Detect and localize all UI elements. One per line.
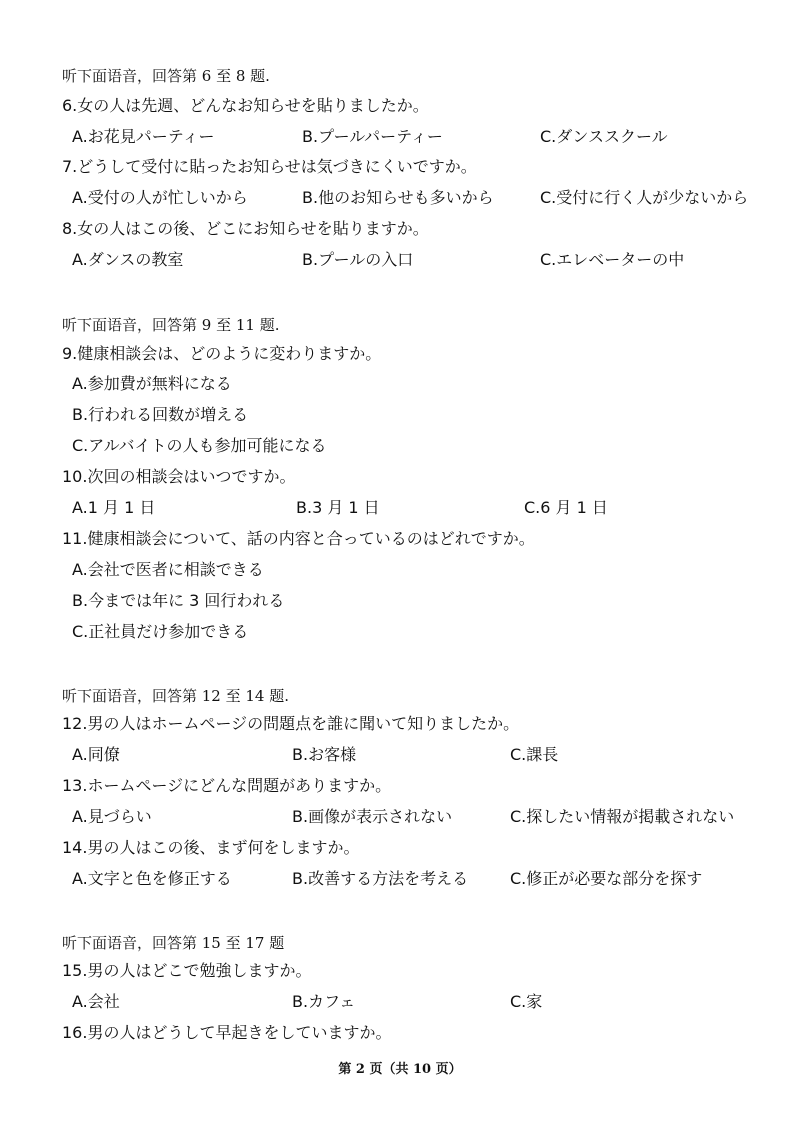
option-11b: B.今までは年に 3 回行われる [72,591,285,610]
option-6c: C.ダンススクール [540,127,668,146]
option-14c: C.修正が必要な部分を探す [510,869,703,888]
option-11c: C.正社員だけ参加できる [72,622,249,641]
question-8: 8.女の人はこの後、どこにお知らせを貼りますか。 [62,219,429,238]
option-6b: B.プールパーティー [302,127,443,146]
question-14: 14.男の人はこの後、まず何をしますか。 [62,838,360,857]
option-7c: C.受付に行く人が少ないから [540,188,749,207]
option-9b: B.行われる回数が増える [72,405,249,424]
question-15: 15.男の人はどこで勉強しますか。 [62,961,312,980]
option-10b: B.3 月 1 日 [296,498,380,517]
question-16: 16.男の人はどうして早起きをしていますか。 [62,1023,392,1042]
option-9c: C.アルバイトの人も参加可能になる [72,436,327,455]
option-15a: A.会社 [72,992,120,1011]
option-10a: A.1 月 1 日 [72,498,156,517]
section-instruction: 听下面语音，回答第 9 至 11 题. [62,316,280,334]
section-instruction: 听下面语音，回答第 12 至 14 题. [62,687,290,705]
option-10c: C.6 月 1 日 [524,498,608,517]
option-13c: C.探したい情報が掲載されない [510,807,735,826]
section-instruction: 听下面语音，回答第 6 至 8 题. [62,67,270,85]
section-instruction: 听下面语音，回答第 15 至 17 题 [62,934,285,952]
question-6: 6.女の人は先週、どんなお知らせを貼りましたか。 [62,96,429,115]
question-10: 10.次回の相談会はいつですか。 [62,467,296,486]
option-14a: A.文字と色を修正する [72,869,232,888]
page-number-footer: 第 2 页（共 10 页） [338,1062,462,1077]
question-7: 7.どうして受付に貼ったお知らせは気づきにくいですか。 [62,157,477,176]
option-15b: B.カフェ [292,992,356,1011]
option-12c: C.課長 [510,745,559,764]
option-6a: A.お花見パーティー [72,127,215,146]
option-14b: B.改善する方法を考える [292,869,469,888]
option-12a: A.同僚 [72,745,120,764]
question-13: 13.ホームページにどんな問題がありますか。 [62,776,392,795]
option-7a: A.受付の人が忙しいから [72,188,248,207]
option-8c: C.エレベーターの中 [540,250,685,269]
option-11a: A.会社で医者に相談できる [72,560,264,579]
option-9a: A.参加費が無料になる [72,374,232,393]
option-8a: A.ダンスの教室 [72,250,184,269]
option-13a: A.見づらい [72,807,152,826]
question-12: 12.男の人はホームページの問題点を誰に聞いて知りましたか。 [62,714,520,733]
question-9: 9.健康相談会は、どのように変わりますか。 [62,344,382,363]
option-15c: C.家 [510,992,543,1011]
option-12b: B.お客様 [292,745,357,764]
option-7b: B.他のお知らせも多いから [302,188,494,207]
question-11: 11.健康相談会について、話の内容と合っているのはどれですか。 [62,529,535,548]
option-13b: B.画像が表示されない [292,807,453,826]
option-8b: B.プールの入口 [302,250,414,269]
